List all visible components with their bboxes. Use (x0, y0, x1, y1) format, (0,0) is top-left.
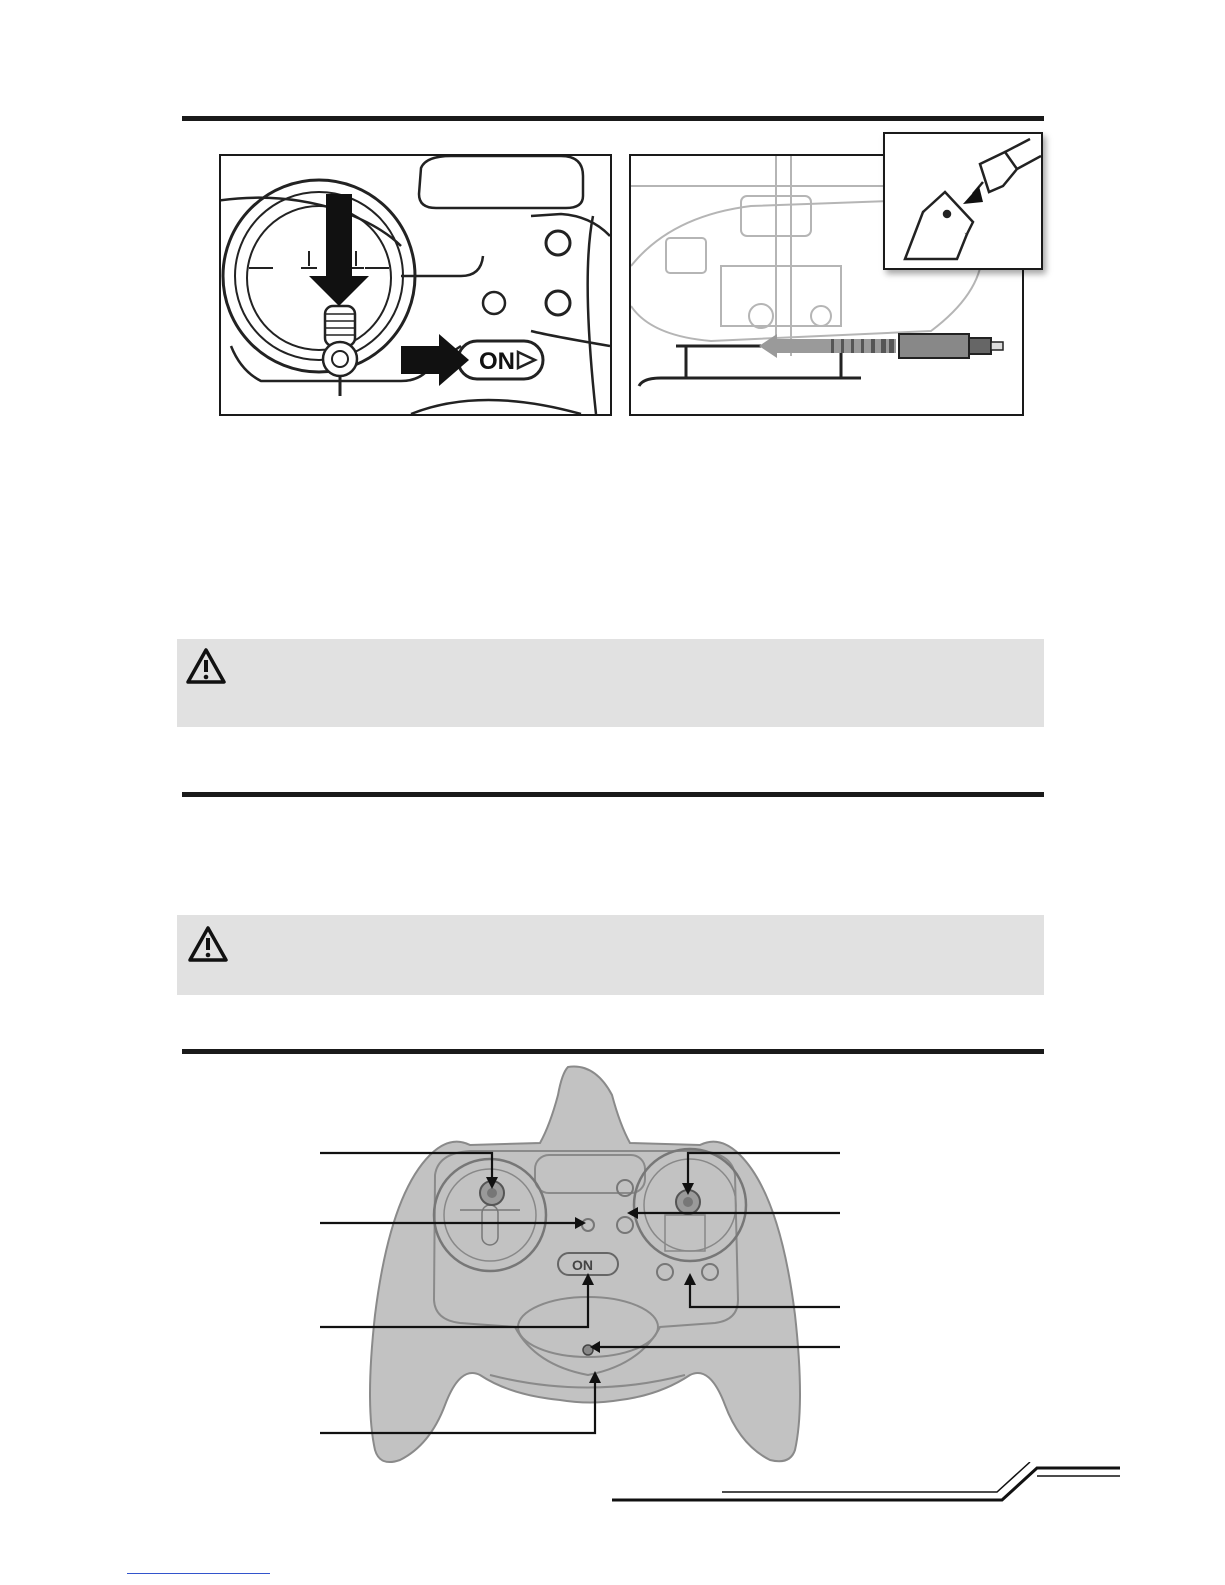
arrow-right-icon (401, 334, 469, 386)
warning-triangle-icon (187, 925, 229, 963)
warning-box-2 (177, 915, 1044, 995)
on-switch-label: ON (479, 348, 515, 375)
footer-decorative-line (612, 1462, 1120, 1506)
transmitter-closeup-illustration (219, 154, 612, 416)
section-rule-bottom (182, 1049, 1044, 1054)
warning-triangle-icon (185, 647, 227, 685)
connector-detail-inset (883, 132, 1043, 270)
bottom-link-line (127, 1573, 270, 1575)
transmitter-diagram (320, 1065, 860, 1475)
section-rule-middle (182, 792, 1044, 797)
section-rule-top (182, 116, 1044, 121)
warning-box-1 (177, 639, 1044, 727)
arrow-down-icon (309, 194, 369, 306)
on-switch-label-diagram: ON (572, 1257, 593, 1273)
